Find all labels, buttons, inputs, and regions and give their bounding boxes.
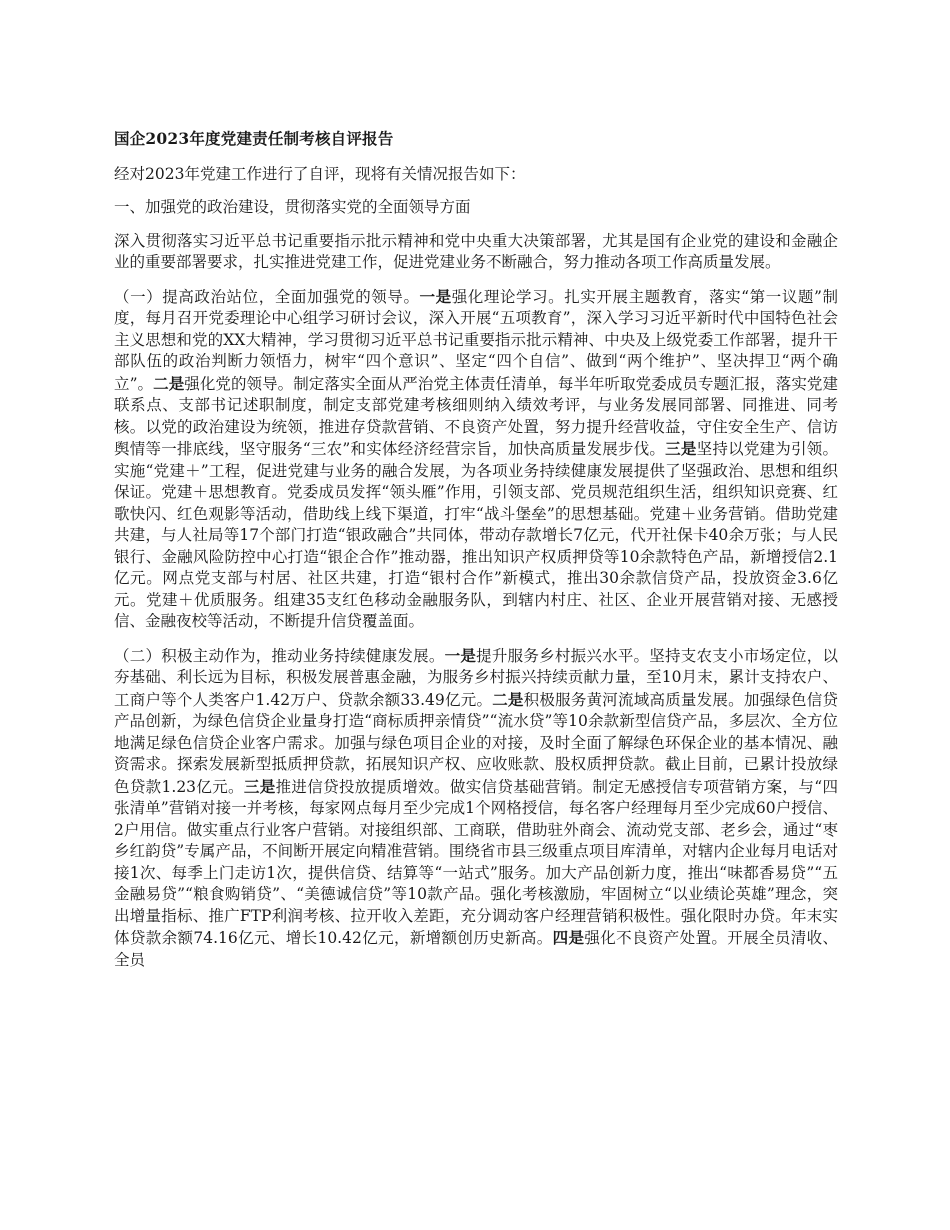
- bold-marker: 三是: [665, 439, 697, 458]
- intro-paragraph: 经对2023年党建工作进行了自评，现将有关情况报告如下：: [114, 164, 526, 183]
- paragraph-lead: （一）提高政治站位，全面加强党的领导。: [114, 287, 420, 306]
- document-page: [114, 128, 838, 983]
- bold-marker: 二是: [492, 689, 524, 709]
- paragraph-business-development: [114, 645, 838, 972]
- paragraph-text: 强化不良资产处置。开展全员清收、全员: [114, 929, 838, 969]
- bold-marker: 三是: [243, 776, 276, 796]
- bold-marker: 四是: [552, 928, 585, 947]
- paragraph-text: 坚持以党建为引领。实施“党建＋”工程，促进党建与业务的融合发展，为各项业务持续健康发展提供了坚强政治、思想和组织保证。党建＋思想教育。党委成员发挥“领头雁”作用，引领支部、党员规范组织生活，组织知识竞赛、红歌快闪、红色观影等活动，借助线上线下渠道，打牢“战斗堡垒”的思想基础。党建＋业务营销。借助党建共建，与人社局等17个部门打造“银政融合”共同体，带动存款增长7亿元，代开社保卡40余万张；与人民银行、金融风险防控中心打造“银企合作”推动器，推出知识产权质押贷等10余款特色产品，新增授信2.1亿元。网点党支部与村居、社区共建，打造“银村合作”新模式，推出30余款信贷产品，投放资金3.6亿元。党建＋优质服务。组建35支红色移动金融服务队，到辖内村庄、社区、企业开展营销对接、无感授信、金融夜校等活动，不断提升信贷覆盖面。: [114, 440, 838, 630]
- paragraph-text: 强化党的领导。制定落实全面从严治党主体责任清单，每半年听取党委成员专题汇报，落实党建联系点、支部书记述职制度，制定支部党建考核细则纳入绩效考评，与业务发展同部署、同推进、同考核。以党的政治建设为统领，推进存贷款营销、不良资产处置，努力提升经营收益，守住安全生产、信访舆情等一排底线，坚守服务“三农”和实体经济经营宗旨，加快高质量发展步伐。: [114, 374, 838, 458]
- paragraph-lead: （二）积极主动作为，推动业务持续健康发展。: [114, 646, 445, 665]
- section-heading: 一、加强党的政治建设，贯彻落实党的全面领导方面: [114, 198, 471, 216]
- paragraph-political-standing: [114, 286, 838, 633]
- document-title: 国企2023年度党建责任制考核自评报告: [114, 129, 394, 148]
- paragraph-text: 提升服务乡村振兴水平。坚持支农支小市场定位，以夯基础、利长远为目标，积极发展普惠金融，为服务乡村振兴持续贡献力量，至10月末，累计支持农户、工商户等个人类客户1.42万户、贷款余额33.49亿元。: [114, 646, 838, 709]
- bold-marker: 一是: [419, 286, 452, 306]
- bold-marker: 二是: [153, 373, 185, 393]
- bold-marker: 一是: [444, 645, 477, 665]
- paragraph-text: 积极服务黄河流域高质量发展。加强绿色信贷产品创新，为绿色信贷企业量身打造“商标质押亲情贷”“流水贷”等10余款新型信贷产品，多层次、全方位地满足绿色信贷企业客户需求。加强与绿色项目企业的对接，及时全面了解绿色环保企业的基本情况、融资需求。探索发展新型抵质押贷款，拓展知识产权、应收账款、股权质押贷款。截止目前，已累计投放绿色贷款1.23亿元。: [114, 690, 838, 796]
- paragraph-text: 强化理论学习。扎实开展主题教育，落实“第一议题”制度，每月召开党委理论中心组学习研讨会议，深入开展“五项教育”，深入学习习近平新时代中国特色社会主义思想和党的XX大精神，学习贯彻习近平总书记重要指示批示精神、中央及上级党委工作部署，提升干部队伍的政治判断力领悟力，树牢“四个意识”、坚定“四个自信”、做到“两个维护”、坚决捍卫“两个确立”。: [114, 287, 838, 393]
- section-summary-paragraph: 深入贯彻落实习近平总书记重要指示批示精神和党中央重大决策部署，尤其是国有企业党的建设和金融企业的重要部署要求，扎实推进党建工作，促进党建业务不断融合，努力推动各项工作高质量发展。: [114, 231, 838, 271]
- paragraph-text: 推进信贷投放提质增效。做实信贷基础营销。制定无感授信专项营销方案，与“四张清单”营销对接一并考核，每家网点每月至少完成1个网格授信，每名客户经理每月至少完成60户授信、2户用信。做实重点行业客户营销。对接组织部、工商联，借助驻外商会、流动党支部、老乡会，通过“枣乡红韵贷”专属产品，不间断开展定向精准营销。围绕省市县三级重点项目库清单，对辖内企业每月电话对接1次、每季上门走访1次，提供信贷、结算等“一站式”服务。加大产品创新力度，推出“味都香易贷”“五金融易贷”“粮食购销贷”、“美德诚信贷”等10款产品。强化考核激励，牢固树立“以业绩论英雄”理念，突出增量指标、推广FTP利润考核、拉开收入差距，充分调动客户经理营销积极性。强化限时办贷。年末实体贷款余额74.16亿元、增长10.42亿元，新增额创历史新高。: [114, 777, 838, 947]
